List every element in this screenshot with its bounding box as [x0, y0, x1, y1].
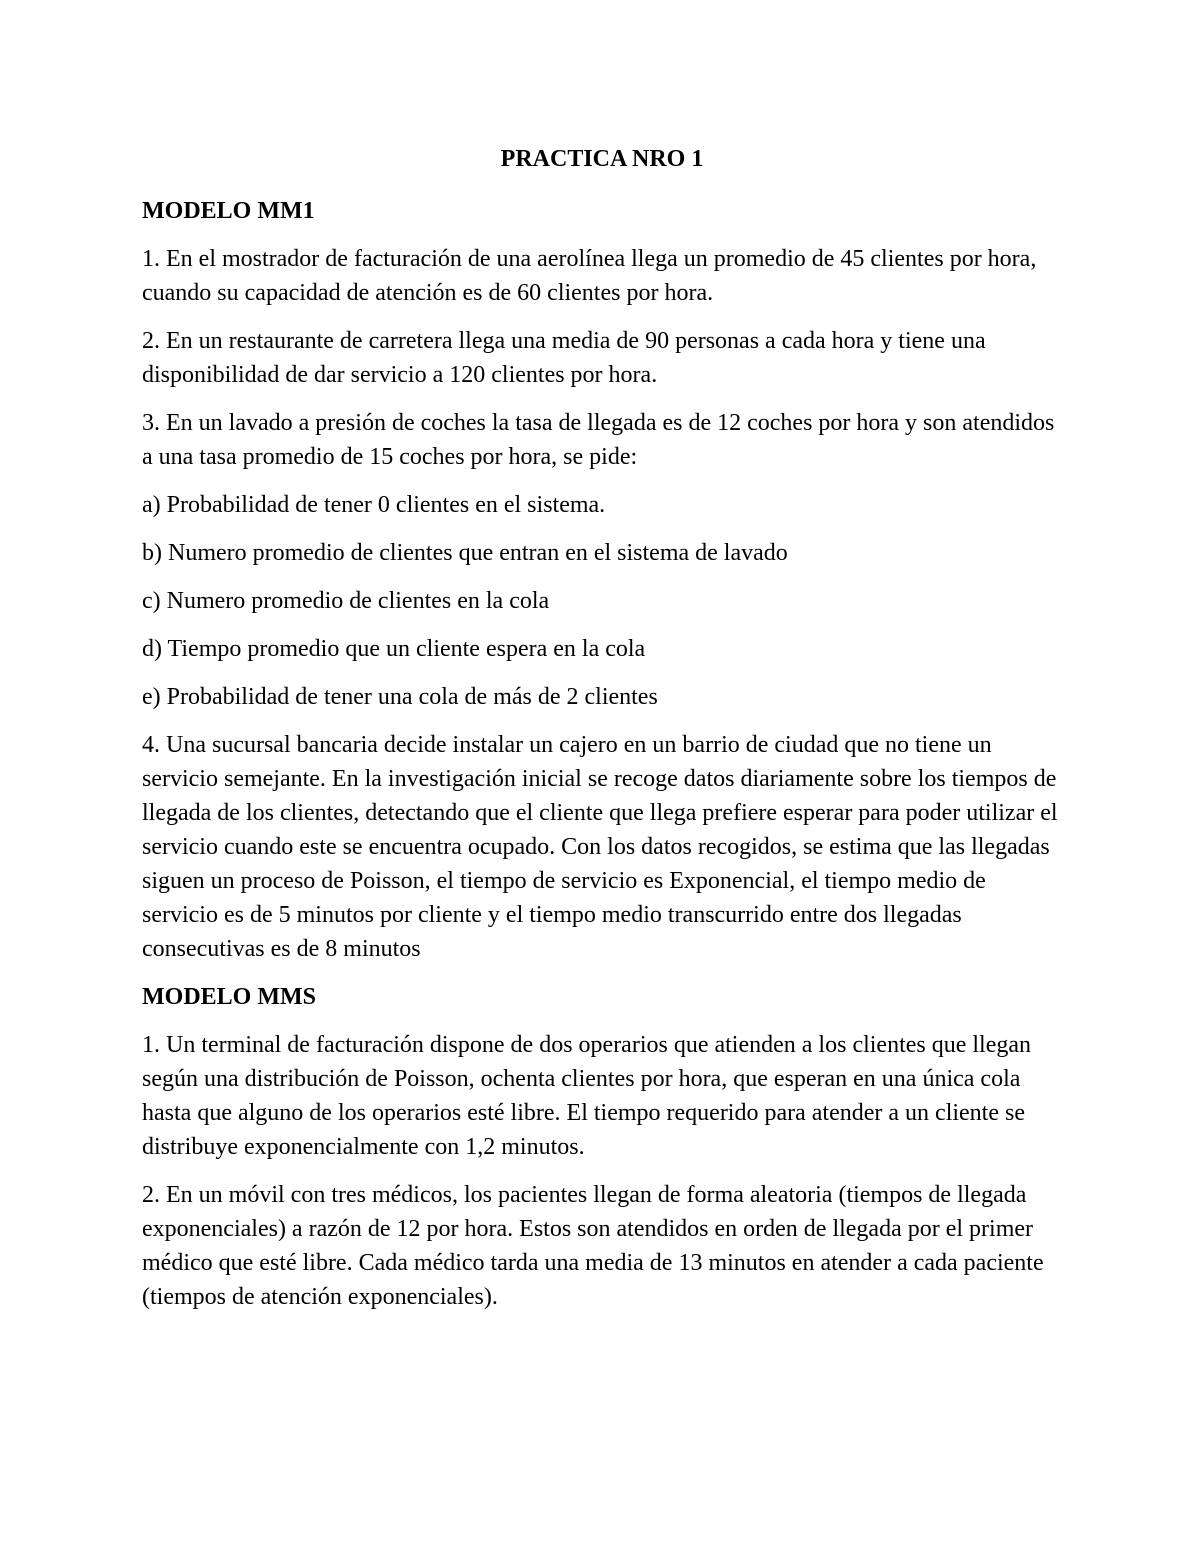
problem-mm1-3-item-d: d) Tiempo promedio que un cliente espera en la cola [142, 636, 646, 662]
problem-mms-1: 1. Un terminal de facturación dispone de dos operarios que atienden a los clientes que llegan según una distribución de Poisson, ochenta clientes por hora, que esperan en una única cola hasta que alguno de los operarios esté libre. El tiempo requerido para atender a un cliente se distribuye exponencialmente con 1,2 minutos. [142, 1032, 1032, 1160]
page-title: PRACTICA NRO 1 [500, 146, 704, 172]
problem-mm1-2: 2. En un restaurante de carretera llega una media de 90 personas a cada hora y tiene una disponibilidad de dar servicio a 120 clientes por hora. [142, 328, 986, 388]
section-heading-mm1: MODELO MM1 [142, 198, 315, 224]
problem-mms-2: 2. En un móvil con tres médicos, los pacientes llegan de forma aleatoria (tiempos de llegada exponenciales) a razón de 12 por hora. Estos son atendidos en orden de llegada por el primer médico que esté libre. Cada médico tarda una media de 13 minutos en atender a cada paciente (tiempos de atención exponenciales). [142, 1182, 1044, 1310]
section-heading-mms: MODELO MMS [142, 984, 316, 1010]
problem-mm1-3-item-b: b) Numero promedio de clientes que entran en el sistema de lavado [142, 540, 788, 566]
problem-mm1-4: 4. Una sucursal bancaria decide instalar un cajero en un barrio de ciudad que no tiene un servicio semejante. En la investigación inicial se recoge datos diariamente sobre los tiempos de llegada de los clientes, detectando que el cliente que llega prefiere esperar para poder utilizar el servicio cuando este se encuentra ocupado. Con los datos recogidos, se estima que las llegadas siguen un proceso de Poisson, el tiempo de servicio es Exponencial, el tiempo medio de servicio es de 5 minutos por cliente y el tiempo medio transcurrido entre dos llegadas consecutivas es de 8 minutos [142, 732, 1058, 962]
problem-mm1-3: 3. En un lavado a presión de coches la tasa de llegada es de 12 coches por hora y son atendidos a una tasa promedio de 15 coches por hora, se pide: [142, 410, 1055, 470]
problem-mm1-3-item-a: a) Probabilidad de tener 0 clientes en el sistema. [142, 492, 606, 518]
document-body [142, 142, 1062, 1328]
problem-mm1-3-item-e: e) Probabilidad de tener una cola de más de 2 clientes [142, 684, 658, 710]
problem-mm1-1: 1. En el mostrador de facturación de una aerolínea llega un promedio de 45 clientes por hora, cuando su capacidad de atención es de 60 clientes por hora. [142, 246, 1037, 306]
problem-mm1-3-item-c: c) Numero promedio de clientes en la cola [142, 588, 550, 614]
